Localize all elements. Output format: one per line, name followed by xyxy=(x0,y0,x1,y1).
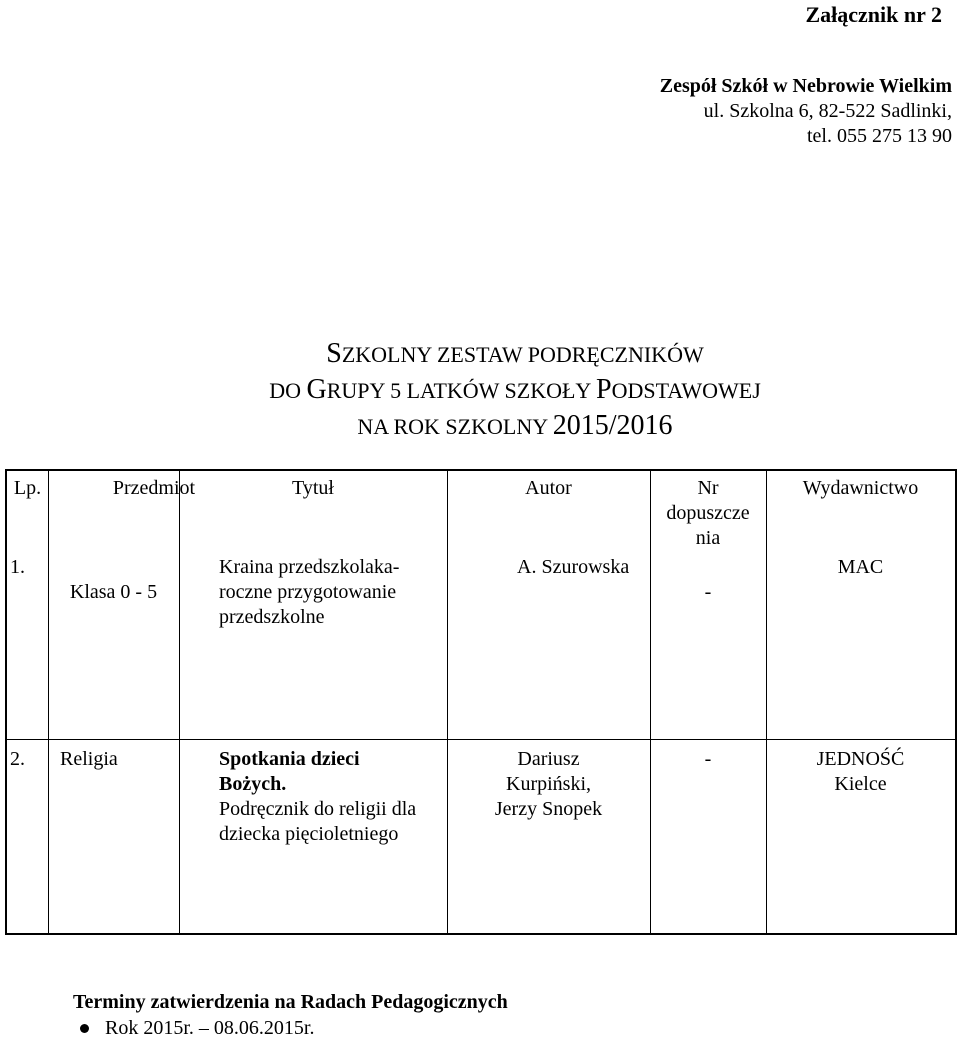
header-approval: Nr dopuszcze nia xyxy=(666,477,750,549)
school-address: ul. Szkolna 6, 82-522 Sadlinki, xyxy=(703,100,952,122)
school-name: Zespół Szkół w Nebrowie Wielkim xyxy=(659,75,952,97)
table-divider xyxy=(48,471,49,933)
title-line-2: DO GRUPY 5 LATKÓW SZKOŁY PODSTAWOWEJ xyxy=(269,374,761,405)
row2-author: Dariusz Kurpiński, Jerzy Snopek xyxy=(494,748,603,820)
row2-publisher: JEDNOŚĆ Kielce xyxy=(816,748,905,795)
bullet-icon xyxy=(80,1024,89,1033)
row2-subject: Religia xyxy=(60,748,118,770)
list-item: Rok 2015r. – 08.06.2015r. xyxy=(105,1017,314,1040)
row1-publisher: MAC xyxy=(837,556,884,578)
textbook-table xyxy=(5,469,957,935)
title-line-3: NA ROK SZKOLNY 2015/2016 xyxy=(357,410,673,441)
school-header xyxy=(660,74,952,149)
row1-author: A. Szurowska xyxy=(517,556,630,578)
school-phone: tel. 055 275 13 90 xyxy=(807,125,952,147)
row2-approval: - xyxy=(704,748,712,770)
table-divider xyxy=(179,471,180,933)
row1-title: Kraina przedszkolaka- roczne przygotowanie przedszkolne xyxy=(219,556,400,628)
annex-label: Załącznik nr 2 xyxy=(805,2,942,27)
table-divider xyxy=(447,471,448,933)
row2-lp: 2. xyxy=(10,748,25,770)
header-publisher: Wydawnictwo xyxy=(802,477,919,499)
header-lp: Lp. xyxy=(13,477,42,499)
header-author: Autor xyxy=(525,477,572,499)
table-row-divider xyxy=(7,739,955,740)
header-subject: Przedmiot xyxy=(112,477,196,499)
title-line-1: SZKOLNY ZESTAW PODRĘCZNIKÓW xyxy=(326,338,704,369)
row1-approval: - xyxy=(704,581,712,603)
row1-subject: Klasa 0 - 5 xyxy=(69,581,158,603)
header-title: Tytuł xyxy=(292,477,334,499)
terms-heading: Terminy zatwierdzenia na Radach Pedagogicznych xyxy=(73,991,508,1013)
document-title xyxy=(0,336,960,444)
table-divider xyxy=(766,471,767,933)
row2-title: Spotkania dzieci Bożych. Podręcznik do religii dla dziecka pięcioletniego xyxy=(219,748,417,845)
row1-lp: 1. xyxy=(10,556,25,578)
